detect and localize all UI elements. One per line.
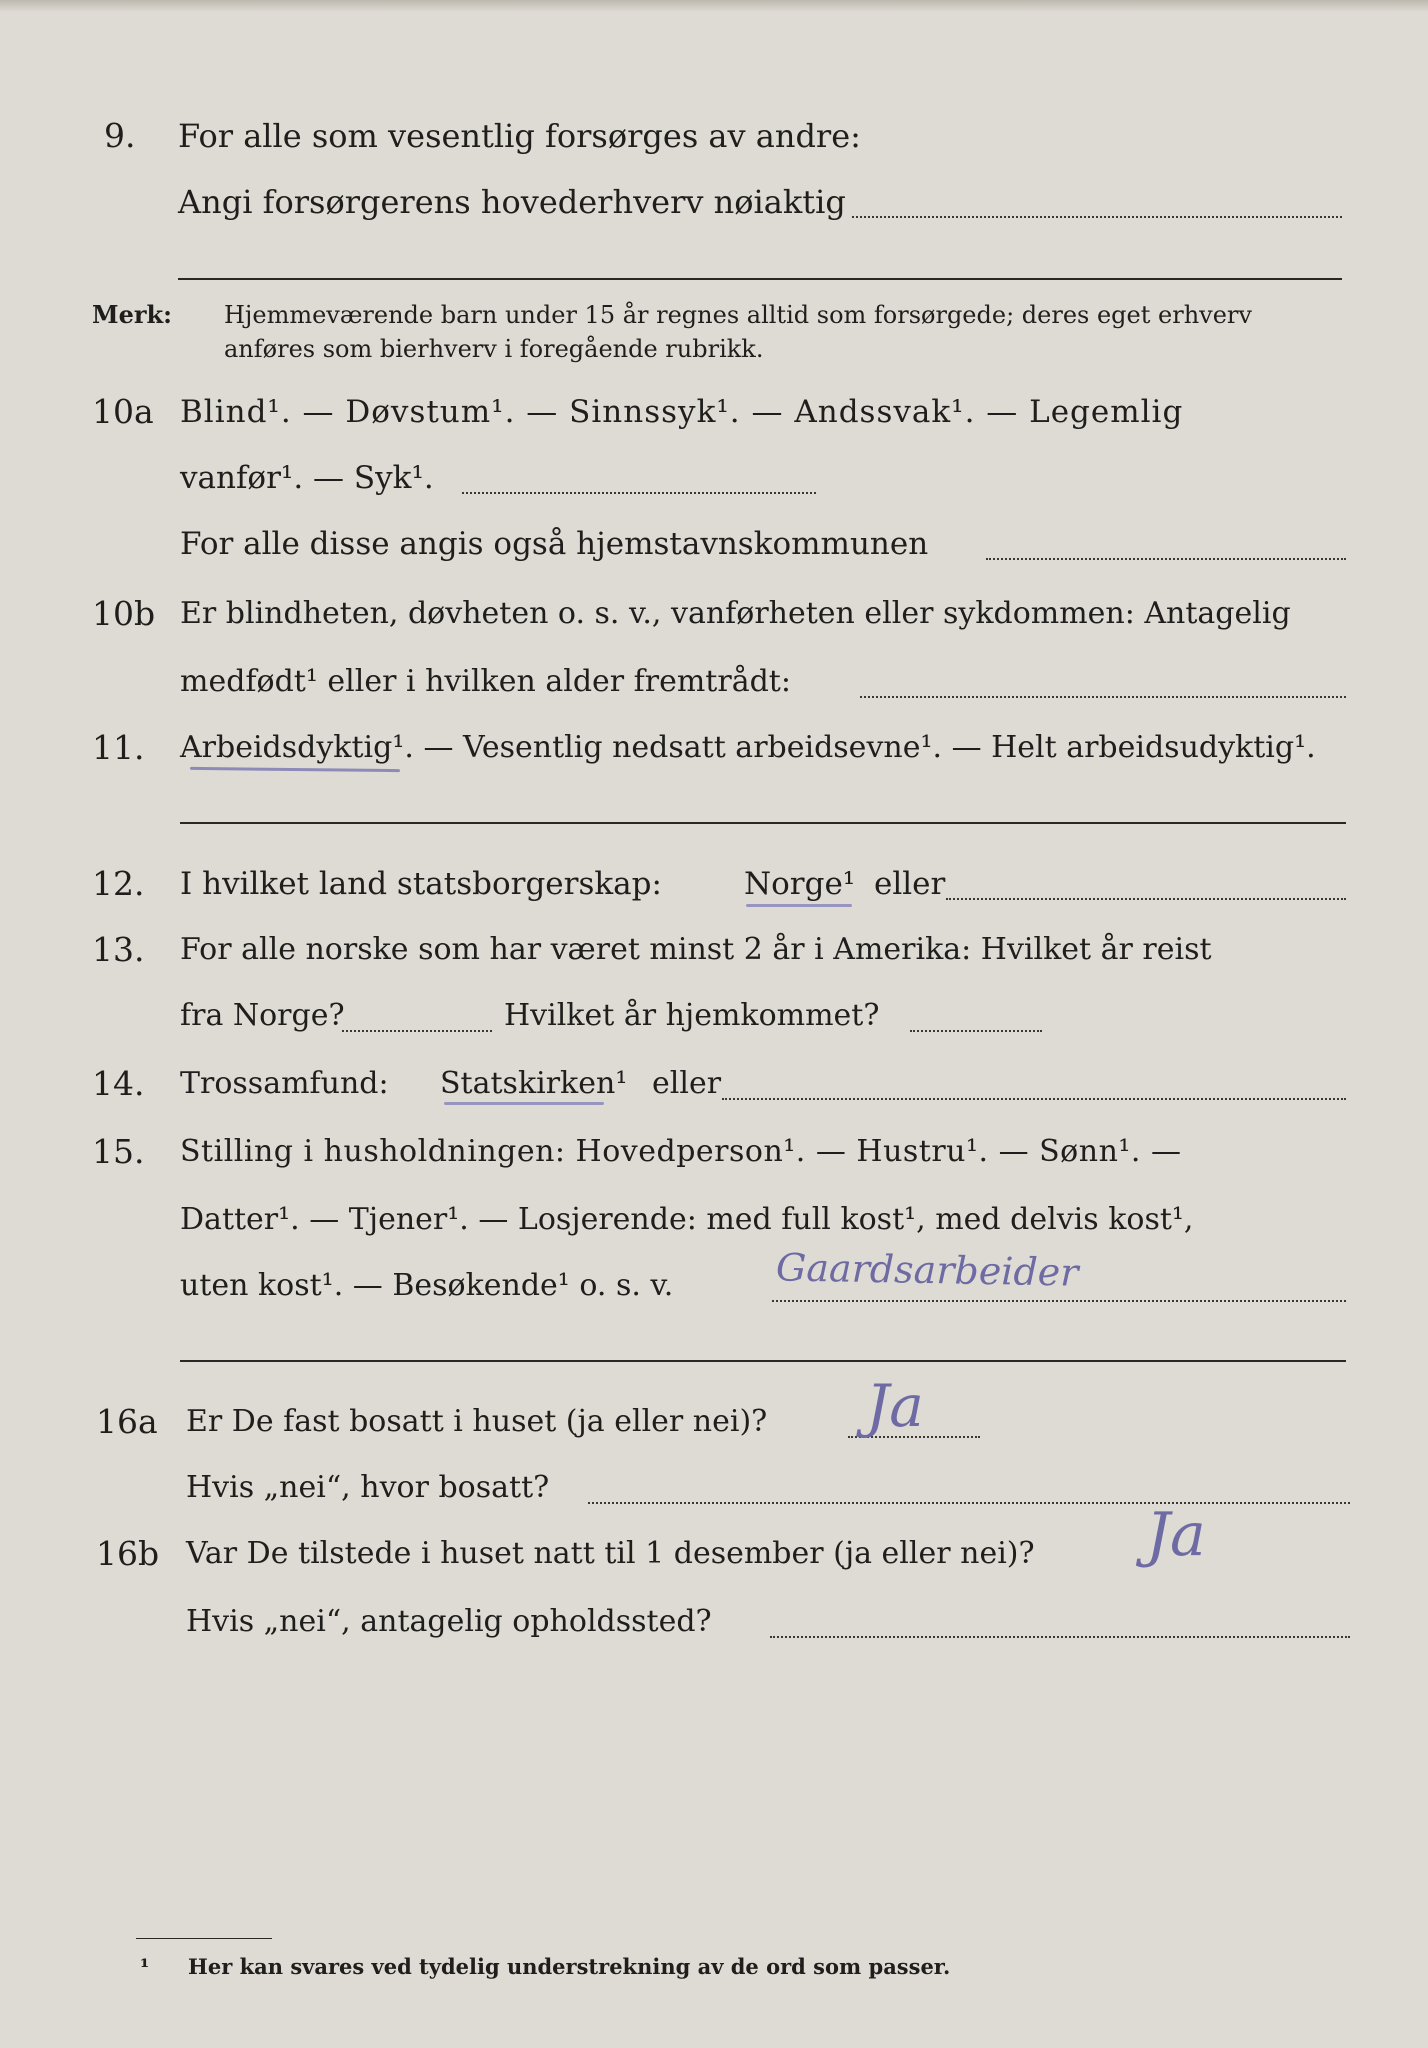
q12-line-1 — [0, 854, 1428, 914]
q11-answer-rule — [180, 822, 1346, 824]
q9-answer-field[interactable] — [852, 216, 1342, 218]
q16a-number: 16a — [96, 1402, 158, 1441]
q10b-number: 10b — [92, 594, 156, 633]
q14-line-1 — [0, 1054, 1428, 1114]
q15-answer-field[interactable] — [772, 1300, 1346, 1302]
q16b-line-1 — [0, 1524, 1428, 1584]
q12-number: 12. — [92, 864, 145, 903]
q10a-number: 10a — [92, 392, 154, 431]
q14-text: Trossamfund: — [180, 1066, 389, 1101]
q9-line-2 — [0, 172, 1428, 232]
page-top-edge — [0, 0, 1428, 12]
q16b-opholdssted-field[interactable] — [770, 1636, 1350, 1638]
q15-answer-rule — [180, 1360, 1346, 1362]
q15-line-1 — [0, 1122, 1428, 1182]
q13-line-2 — [0, 986, 1428, 1046]
q15-line-3 — [0, 1256, 1428, 1316]
q15-text-2: Datter¹. — Tjener¹. — Losjerende: med full kost¹, med delvis kost¹, — [180, 1202, 1194, 1237]
q15-line-2 — [0, 1190, 1428, 1250]
q10a-line-3 — [0, 514, 1428, 574]
q11-number: 11. — [92, 728, 145, 767]
q16b-opholdssted-label: Hvis „nei“, antagelig opholdssted? — [186, 1604, 712, 1639]
q16a-bosatt-label: Hvis „nei“, hvor bosatt? — [186, 1470, 550, 1505]
q16a-handwritten-answer: Ja — [866, 1372, 924, 1440]
q12-text: I hvilket land statsborgerskap: — [180, 866, 662, 902]
q9-line-1 — [0, 106, 1428, 166]
footnote-rule — [136, 1938, 272, 1939]
q16b-line-2 — [0, 1592, 1428, 1652]
q12-eller: eller — [874, 866, 946, 902]
footnote-text: Her kan svares ved tydelig understrekning av de ord som passer. — [188, 1954, 951, 1979]
q10a-line-2 — [0, 448, 1428, 508]
q16b-text: Var De tilstede i huset natt til 1 desember (ja eller nei)? — [186, 1536, 1035, 1571]
q12-handwritten-underline — [746, 904, 852, 907]
q16a-text: Er De fast bosatt i huset (ja eller nei)? — [186, 1404, 768, 1439]
q13-hjemkommet-field[interactable] — [910, 1030, 1042, 1032]
merk-text-line-1: Hjemmeværende barn under 15 år regnes alltid som forsørgede; deres eget erhverv — [224, 301, 1252, 329]
q13-reist-label: fra Norge? — [180, 998, 345, 1033]
q16a-bosatt-field[interactable] — [588, 1502, 1350, 1504]
q10b-line-1 — [0, 584, 1428, 644]
q10a-answer-field[interactable] — [462, 492, 816, 494]
q10a-text: Blind¹. — Døvstum¹. — Sinnssyk¹. — Andssvak¹. — Legemlig — [180, 394, 1184, 430]
q13-number: 13. — [92, 930, 145, 969]
q16b-handwritten-answer: Ja — [1146, 1500, 1206, 1570]
q13-hjemkommet-label: Hvilket år hjemkommet? — [504, 998, 880, 1033]
q13-line-1 — [0, 920, 1428, 980]
q13-text: For alle norske som har været minst 2 år i Amerika: Hvilket år reist — [180, 932, 1212, 967]
q10b-text: Er blindheten, døvheten o. s. v., vanførheten eller sykdommen: Antagelig — [180, 596, 1291, 631]
q9-number: 9. — [104, 116, 136, 155]
q15-text: Stilling i husholdningen: Hovedperson¹. — Hustru¹. — Sønn¹. — — [180, 1134, 1182, 1169]
q9-text: For alle som vesentlig forsørges av andre: — [178, 117, 861, 155]
q16a-line-1 — [0, 1392, 1428, 1452]
merk-text-line-2: anføres som bierhverv i foregående rubrikk. — [224, 335, 764, 363]
q16b-number: 16b — [96, 1534, 160, 1573]
q11-text: Arbeidsdyktig¹. — Vesentlig nedsatt arbeidsevne¹. — Helt arbeidsudyktig¹. — [180, 730, 1316, 765]
q10b-answer-field[interactable] — [860, 696, 1346, 698]
q9-question-text: Angi forsørgerens hovederhverv nøiaktig — [178, 183, 846, 221]
q10a-hjemstavn-field[interactable] — [986, 558, 1346, 560]
q9-answer-rule — [178, 278, 1342, 280]
q16a-line-2 — [0, 1458, 1428, 1518]
q12-norge: Norge¹ — [744, 866, 856, 902]
merk-label: Merk: — [92, 300, 172, 329]
q10a-text-2: vanfør¹. — Syk¹. — [180, 460, 434, 496]
q14-statskirken: Statskirken¹ — [440, 1066, 628, 1101]
q10a-hjemstavn-text: For alle disse angis også hjemstavnskommunen — [180, 526, 929, 562]
q14-handwritten-underline — [444, 1102, 604, 1105]
q14-eller: eller — [652, 1066, 722, 1101]
q15-handwritten-answer: Gaardsarbeider — [775, 1245, 1079, 1295]
q14-answer-field[interactable] — [722, 1098, 1346, 1100]
q10b-line-2 — [0, 652, 1428, 712]
q13-reist-field[interactable] — [342, 1030, 492, 1032]
q15-number: 15. — [92, 1132, 145, 1171]
q14-number: 14. — [92, 1064, 145, 1103]
q10a-line-1 — [0, 382, 1428, 442]
q12-answer-field[interactable] — [946, 898, 1346, 900]
q10b-text-2: medfødt¹ eller i hvilken alder fremtrådt: — [180, 664, 791, 699]
footnote-mark: ¹ — [140, 1954, 150, 1979]
q15-text-3: uten kost¹. — Besøkende¹ o. s. v. — [180, 1268, 674, 1303]
